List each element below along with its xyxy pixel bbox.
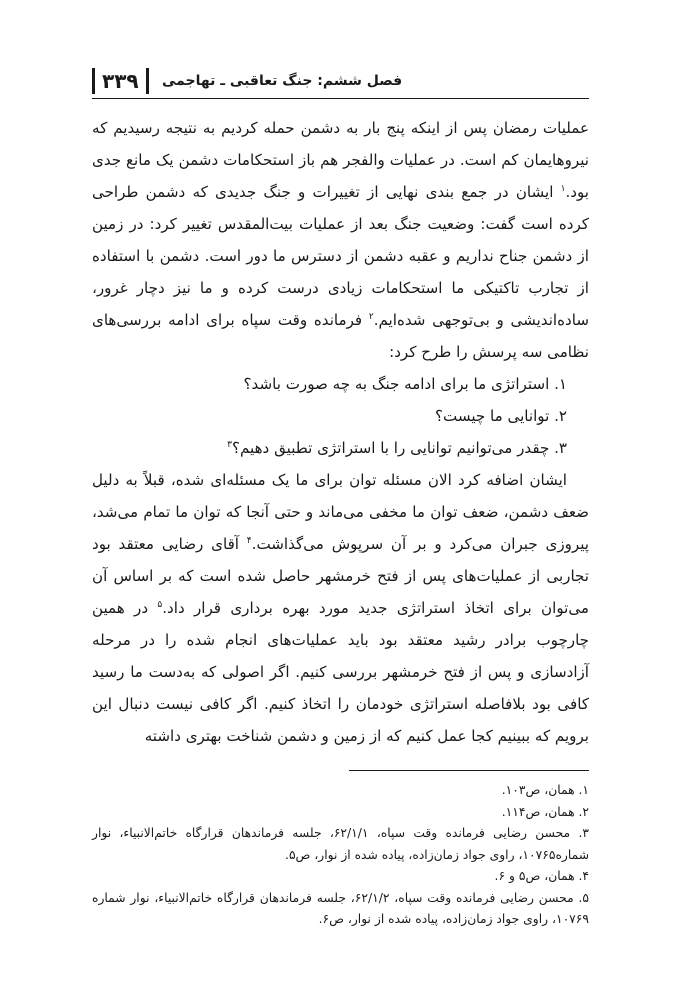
- running-header: [92, 66, 589, 96]
- question-2: ۲. توانایی ما چیست؟: [435, 407, 567, 425]
- question-3-text: ۳. چقدر می‌توانیم توانایی را با استراتژی تطبیق دهیم؟: [231, 439, 567, 457]
- header-rule: [92, 98, 589, 99]
- paragraph-2-text-b: آقای رضایی معتقد بود تجاربی از عملیات‌های پس از فتح خرمشهر حاصل شده است که بر اساس آن می‌توان برای اتخاذ استراتژی جدید مورد بهره برداری قرار داد.: [92, 535, 589, 617]
- paragraph-2: [92, 464, 589, 752]
- paragraph-1-text-c: فرمانده وقت سپاه برای ادامه بررسی‌های نظامی سه پرسش را طرح کرد:: [92, 311, 589, 361]
- footnotes: [92, 780, 589, 931]
- footnote-3: ۳. محسن رضایی فرمانده وقت سپاه، ۶۲/۱/۱، جلسه فرماندهان قرارگاه خاتم‌الانبیاء، نوار شماره۱۰۷۶۵، راوی جواد زمان‌زاده، پیاده شده از نوار، ص۵.: [92, 826, 589, 862]
- footnote-ref-2: ۲: [368, 311, 374, 322]
- footnote-ref-5: ۵: [157, 599, 163, 610]
- paragraph-1: [92, 112, 589, 368]
- footnote-ref-1: ۱: [560, 183, 566, 194]
- page-number: ۳۳۹: [102, 69, 139, 93]
- footnote-ref-4: ۴: [246, 535, 252, 546]
- question-1: ۱. استراتژی ما برای ادامه جنگ به چه صورت باشد؟: [243, 375, 567, 393]
- body-text: [92, 112, 589, 752]
- footnote-2: ۲. همان، ص۱۱۴.: [501, 804, 589, 819]
- header-bar-divider: [146, 68, 149, 94]
- footnote-5: ۵. محسن رضایی فرمانده وقت سپاه، ۶۲/۱/۲، جلسه فرماندهان قرارگاه خاتم‌الانبیاء، نوار شماره ۱۰۷۶۹، راوی جواد زمان‌زاده، پیاده شده از نوار، ص۶.: [92, 890, 589, 926]
- chapter-title: فصل ششم: جنگ تعاقبی ـ تهاجمی: [162, 73, 403, 89]
- footnote-1: ۱. همان، ص۱۰۳.: [501, 783, 589, 797]
- question-3: [92, 432, 589, 464]
- footnote-separator: [349, 770, 589, 771]
- paragraph-2-text-a: ایشان اضافه کرد الان مسئله توان برای ما یک مسئله‌ای شده، قبلاً به دلیل ضعف دشمن، ضعف توان ما مخفی می‌ماند و حتی آنجا که توان ما تمام می‌شد، پیروزی جبران می‌کرد و بر آن سرپوش می‌گذاشت.: [92, 471, 589, 553]
- footnote-4: ۴. همان، ص۵ و ۶.: [494, 869, 589, 883]
- footnote-ref-3: ۳: [227, 439, 232, 450]
- paragraph-1-text-a: عملیات رمضان پس از اینکه پنج بار به دشمن حمله کردیم به نتیجه رسیدیم که نیروهایمان کم است. در عملیات والفجر هم باز استحکامات دشمن یک مانع جدی بود.: [92, 119, 589, 201]
- paragraph-1-text-b: ایشان در جمع بندی نهایی از تغییرات و جنگ جدیدی که دشمن طراحی کرده است گفت: وضعیت جنگ بعد از عملیات بیت‌المقدس تغییر کرد: در زمین از دشمن جناح نداریم و عقبه دشمن از دسترس ما دور است. دشمن با استفاده از تجارب تاکتیکی ما استحکامات زیادی درست کرده و ما نیز دچار غرور، ساده‌اندیشی و بی‌توجهی شده‌ایم.: [92, 183, 589, 329]
- paragraph-2-text-c: در همین چارچوب برادر رشید معتقد بود باید عملیات‌های انجام شده را در مرحله آزادسازی و پس از فتح خرمشهر بررسی کنیم. اگر اصولی که به‌دست ما رسید کافی بود بلافاصله استراتژی خودمان را اتخاذ کنیم. اگر کافی نیست دنبال این برویم که ببینیم کجا عمل کنیم که از زمین و دشمن شناخت بهتری داشته: [92, 599, 589, 745]
